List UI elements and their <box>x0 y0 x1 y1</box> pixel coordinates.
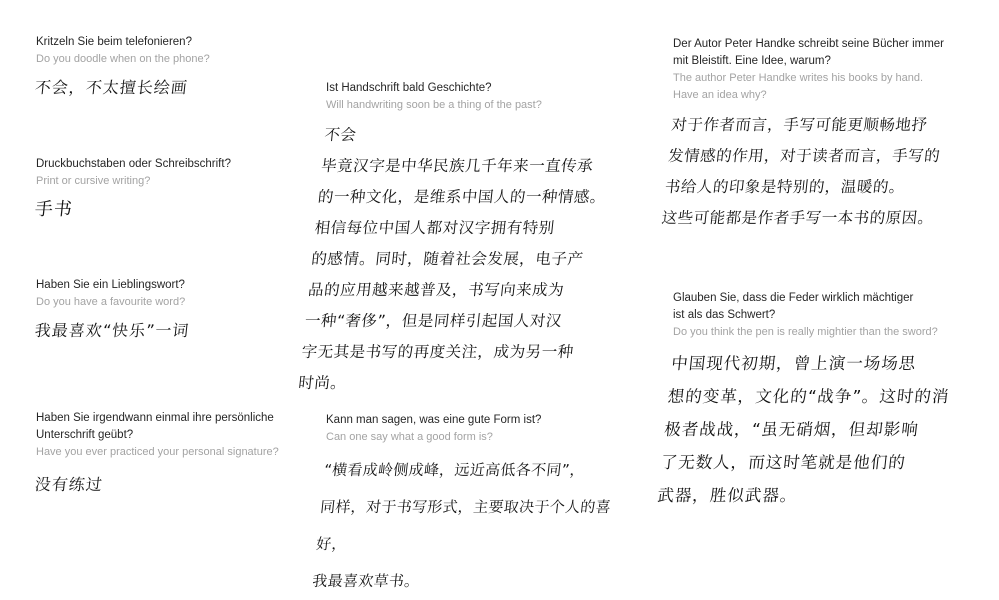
question-de: Haben Sie ein Lieblingswort? <box>36 279 185 291</box>
card-doodle <box>33 34 286 100</box>
question-de: Druckbuchstaben oder Schreibschrift? <box>36 158 231 170</box>
question-en: Do you think the pen is really mightier than the sword? <box>673 326 938 338</box>
card-favourite-word <box>33 277 286 343</box>
question-de: Ist Handschrift bald Geschichte? <box>326 82 492 94</box>
question-en: Have you ever practiced your personal signature? <box>36 446 279 458</box>
card-pen-sword <box>656 290 973 512</box>
question-en: Do you have a favourite word? <box>36 296 186 308</box>
handwritten-answer: 手书 <box>33 199 74 220</box>
card-print-cursive <box>33 156 286 222</box>
card-handke <box>660 36 973 234</box>
question-en: Will handwriting soon be a thing of the past? <box>326 99 542 111</box>
question-de: Glauben Sie, dass die Feder wirklich mächtiger ist als das Schwert? <box>673 292 914 321</box>
card-signature <box>33 410 306 497</box>
handwritten-answer: 没有练过 <box>33 475 104 494</box>
question-de: Kritzeln Sie beim telefonieren? <box>36 36 192 48</box>
handwritten-answer: 我最喜欢“快乐”一词 <box>33 321 191 340</box>
card-good-form <box>311 412 646 600</box>
handwritten-answer: “横看成岭侧成峰，远近高低各不同”， 同样，对于书写形式，主要取决于个人的喜好， 我最喜欢草书。 <box>311 461 612 590</box>
question-en: Do you doodle when on the phone? <box>36 53 210 65</box>
question-de: Haben Sie irgendwann einmal ihre persönliche Unterschrift geübt? <box>36 412 274 441</box>
card-handwriting-history <box>297 80 646 399</box>
question-en: Print or cursive writing? <box>36 175 151 187</box>
question-en: Can one say what a good form is? <box>326 431 493 443</box>
question-de: Kann man sagen, was eine gute Form ist? <box>326 414 542 426</box>
handwritten-answer: 中国现代初期，曾上演一场场思 想的变革，文化的“战争”。这时的消 极者战战，“虽无硝烟，但却影响 了无数人，而这时笔就是他们的 武器，胜似武器。 <box>656 354 951 505</box>
handwritten-answer: 对于作者而言，手写可能更顺畅地抒 发情感的作用，对于读者而言，手写的 书给人的印象是特别的，温暖的。 这些可能都是作者手写一本书的原因。 <box>660 116 942 227</box>
question-en: The author Peter Handke writes his books by hand. Have an idea why? <box>673 72 924 101</box>
question-de: Der Autor Peter Handke schreibt seine Bücher immer mit Bleistift. Eine Idee, warum? <box>673 38 945 67</box>
handwritten-answer: 不会，不太擅长绘画 <box>33 78 189 97</box>
handwritten-answer: 不会 毕竟汉字是中华民族几千年来一直传承 的一种文化，是维系中国人的一种情感。 相信每位中国人都对汉字拥有特别 的感情。同时，随着社会发展，电子产 品的应用越来越普及，书写向来成为 一种“奢侈”，但是同样引起国人对汉 字无其是书写的再度关注，成为另一种 时尚。 <box>297 126 607 392</box>
